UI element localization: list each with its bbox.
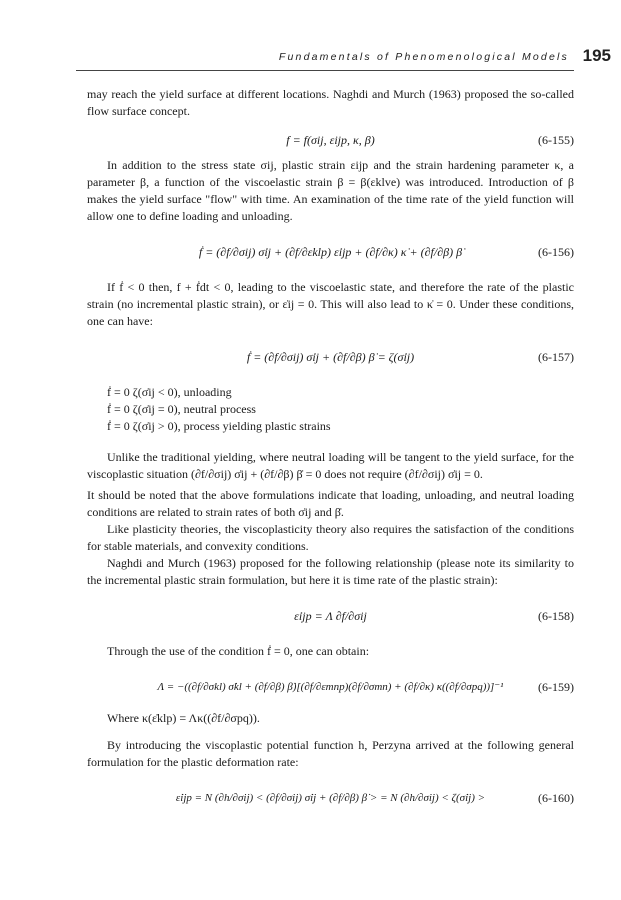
equation-number: (6-156) [538, 245, 574, 259]
equation-6-160 [87, 779, 574, 817]
equation-text: f = f(σij, εijp, κ, β) [286, 133, 375, 147]
equation-number: (6-160) [538, 791, 574, 805]
paragraph: Unlike the traditional yielding, where neutral loading will be tangent to the yield surface, for the viscoplastic situation (∂f/∂σij) σ̇ij + (∂f/∂β) β̇ = 0 does not require (∂f/∂σij) σ̇ij = 0. [87, 450, 574, 481]
running-title: Fundamentals of Phenomenological Models [278, 51, 569, 63]
equation-text: ḟ = (∂f/∂σij) σ̇ij + (∂f/∂εklp) ε̇ijp + (∂f/∂κ) κ̇ + (∂f/∂β) β̇ [198, 245, 463, 259]
equation-6-157 [87, 338, 574, 376]
paragraph: It should be noted that the above formulations indicate that loading, unloading, and neutral loading conditions are related to strain rates of both σ̇ij and β̇. [87, 488, 574, 519]
paragraph: By introducing the viscoplastic potential function h, Perzyna arrived at the following general formulation for the plastic deformation rate: [87, 738, 574, 769]
paragraph: Where κ(ε̇klp) = Λκ((∂f/∂σpq)). [107, 711, 260, 725]
paragraph: Through the use of the condition ḟ = 0, one can obtain: [107, 644, 370, 658]
paragraph: may reach the yield surface at different locations. Naghdi and Murch (1963) proposed the so-called flow surface concept. [87, 87, 574, 118]
paragraph: Naghdi and Murch (1963) proposed for the following relationship (please note its similarity to the incremental plastic strain formulation, but here it is time rate of the plastic strain): [87, 556, 574, 587]
condition-unloading: ḟ = 0 ζ(σ̇ij < 0), unloading [107, 385, 232, 399]
paragraph: Like plasticity theories, the viscoplasticity theory also requires the satisfaction of the conditions for stable materials, and convexity conditions. [87, 522, 574, 553]
equation-number: (6-157) [538, 350, 574, 364]
equation-6-158 [87, 597, 574, 635]
page-number: 195 [582, 46, 611, 65]
equation-text: ε̇ijp = N (∂h/∂σij) < (∂f/∂σij) σ̇ij + (∂f/∂β) β̇ > = N (∂h/∂σij) < ζ(σ̇ij) > [175, 792, 486, 804]
page-body [87, 86, 574, 817]
equation-6-159 [87, 668, 574, 706]
page-header [0, 46, 621, 70]
equation-6-156 [87, 233, 574, 271]
condition-yielding: ḟ = 0 ζ(σ̇ij > 0), process yielding plastic strains [107, 419, 331, 433]
equation-number: (6-159) [538, 680, 574, 694]
header-rule [76, 70, 574, 71]
equation-number: (6-158) [538, 609, 574, 623]
equation-text: ε̇ijp = Λ ∂f/∂σij [294, 609, 367, 623]
equation-text: Λ = −((∂f/∂σkl) σ̇kl + (∂f/∂β) β̇)[(∂f/∂εmnp)(∂f/∂σmn) + (∂f/∂κ) κ((∂f/∂σpq))]⁻¹ [157, 681, 504, 693]
equation-number: (6-155) [538, 133, 574, 147]
equation-text: ḟ = (∂f/∂σij) σ̇ij + (∂f/∂β) β̇ = ζ(σ̇ij) [246, 350, 415, 364]
condition-list [87, 384, 574, 435]
paragraph: In addition to the stress state σij, plastic strain εijp and the strain hardening parameter κ, a parameter β, a function of the viscoelastic strain β = β(εklve) was introduced. Introduction of β makes the yield surface "flow" with time. An examination of the time rate of the yield function will allow one to define loading and unloading. [87, 158, 574, 223]
paragraph: If ḟ < 0 then, f + ḟdt < 0, leading to the viscoelastic state, and therefore the rate of the plastic strain (no incremental plastic strain), or ε̇ij = 0. This will also lead to κ̇ = 0. Under these conditions, one can have: [87, 280, 574, 328]
equation-6-155 [87, 129, 574, 151]
condition-neutral: ḟ = 0 ζ(σ̇ij = 0), neutral process [107, 402, 256, 416]
